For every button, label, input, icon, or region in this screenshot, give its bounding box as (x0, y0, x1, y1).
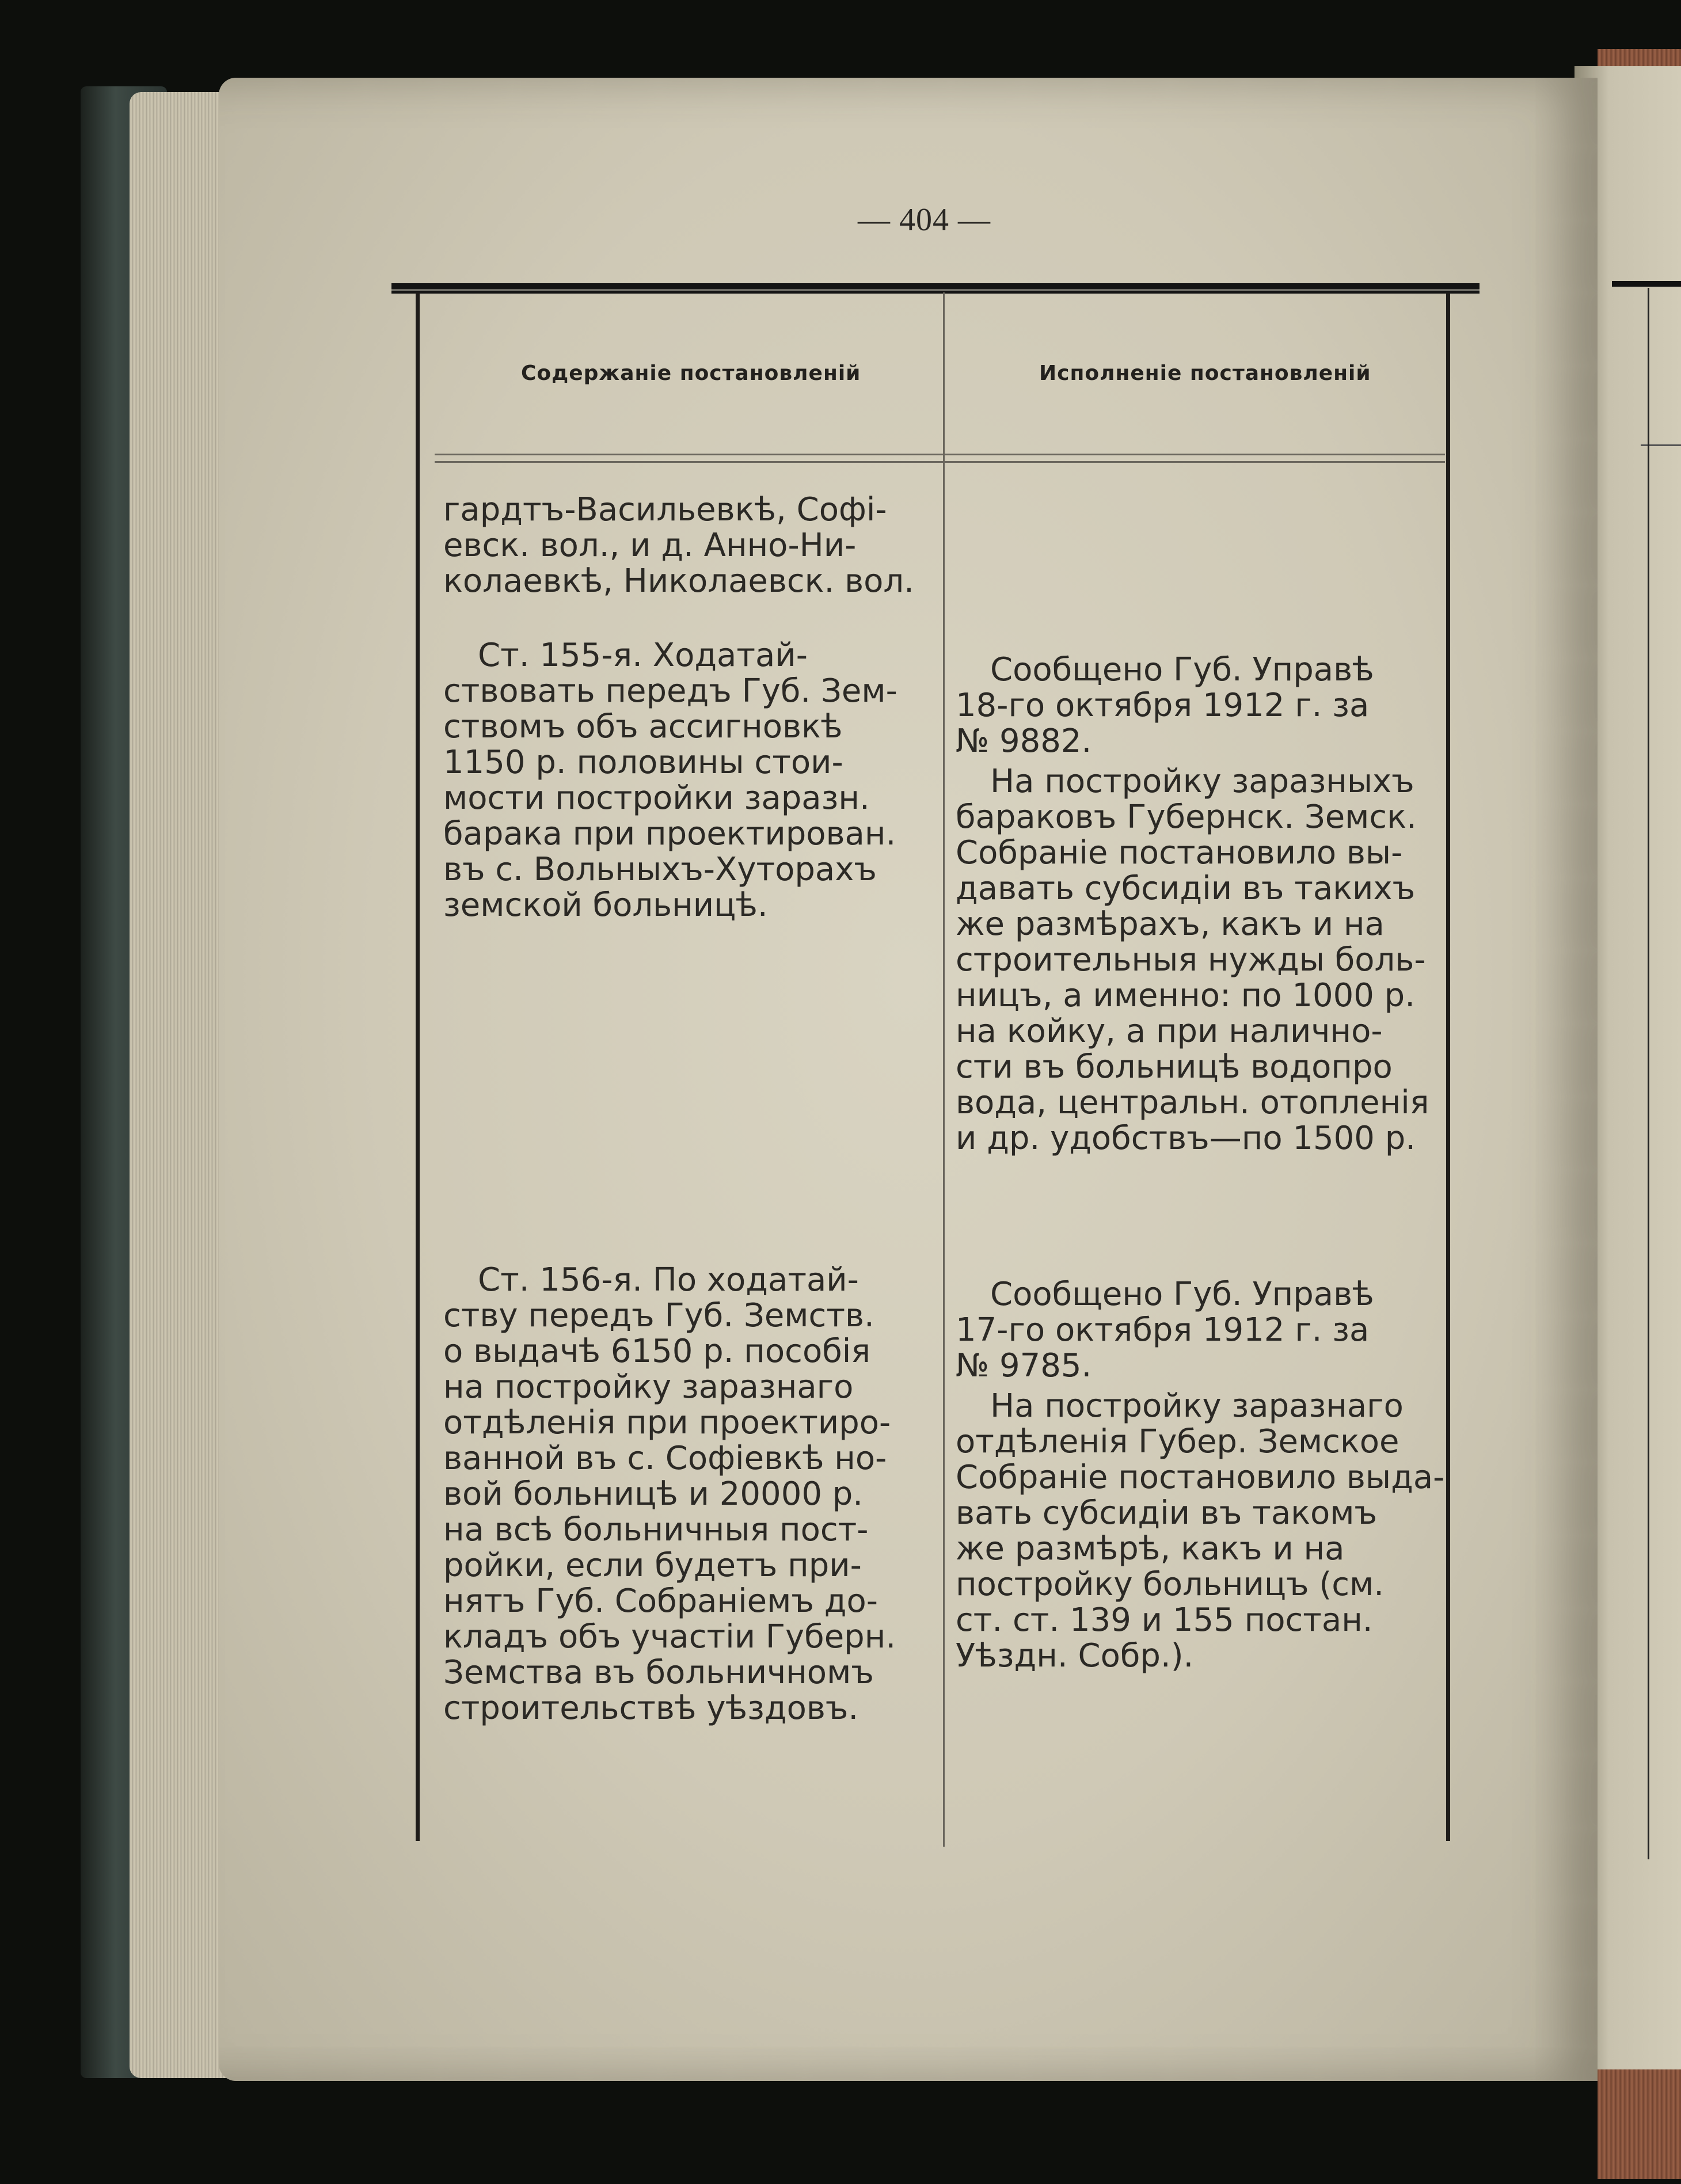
text-line: вода, центральн. отопленія (956, 1084, 1429, 1121)
text-line: нятъ Губ. Собраніемъ до- (443, 1582, 878, 1620)
text-line: ройки, если будетъ при- (443, 1547, 862, 1584)
execution-article-156 (956, 1276, 1445, 1675)
text-line: о выдачѣ 6150 р. пособія (443, 1333, 870, 1370)
text-line: отдѣленія Губер. Земское (956, 1423, 1399, 1460)
text-line: Ст. 156-я. По ходатай- (478, 1261, 859, 1299)
text-line: на всѣ больничныя пост- (443, 1511, 869, 1548)
text-line: гардтъ-Васильевкѣ, Софі- (443, 491, 887, 528)
text-line: постройку больницъ (см. (956, 1566, 1385, 1603)
text-line: въ с. Вольныхъ-Хуторахъ (443, 851, 877, 888)
resolution-article-156 (443, 1262, 921, 1726)
text-line: Собраніе постановило вы- (956, 834, 1403, 872)
column-divider (943, 292, 945, 1847)
text-line: барака при проектирован. (443, 815, 896, 853)
text-line: строительствѣ уѣздовъ. (443, 1690, 859, 1727)
table-right-border (1446, 292, 1450, 1841)
text-line: ствомъ объ ассигновкѣ (443, 708, 843, 745)
text-line: Земства въ больничномъ (443, 1654, 874, 1691)
table-top-rule (391, 283, 1480, 294)
text-line: же размѣрахъ, какъ и на (956, 905, 1385, 943)
header-rule (435, 454, 1445, 463)
text-line: и др. удобствъ—по 1500 р. (956, 1120, 1416, 1157)
text-line: же размѣрѣ, какъ и на (956, 1530, 1345, 1567)
text-line: 17-го октября 1912 г. за (956, 1311, 1370, 1349)
text-line: На постройку заразнаго (990, 1387, 1404, 1425)
text-line: Собраніе постановило выда- (956, 1459, 1445, 1496)
text-line: вой больницѣ и 20000 р. (443, 1475, 864, 1513)
resolution-article-155 (443, 638, 921, 923)
text-line: сти въ больницѣ водопро (956, 1048, 1393, 1086)
text-line: Сообщено Губ. Управѣ (990, 1276, 1374, 1313)
facing-page-column-line (1648, 288, 1649, 1859)
text-line: Уѣздн. Собр.). (956, 1637, 1194, 1675)
text-line: Сообщено Губ. Управѣ (990, 651, 1374, 688)
text-line: кладъ объ участіи Губерн. (443, 1618, 896, 1656)
column-header-contents: Содержаніе постановленій (521, 362, 861, 385)
table-left-border (416, 292, 420, 1841)
text-line: вать субсидіи въ такомъ (956, 1494, 1378, 1532)
text-line: ству передъ Губ. Земств. (443, 1297, 874, 1334)
text-line: № 9882. (956, 722, 1092, 760)
text-line: бараковъ Губернск. Земск. (956, 798, 1417, 836)
page-number: — 404 — (858, 202, 991, 238)
text-line: № 9785. (956, 1347, 1092, 1384)
text-line: отдѣленія при проектиро- (443, 1404, 891, 1441)
text-line: 1150 р. половины стои- (443, 744, 843, 781)
facing-page-header-rule (1641, 444, 1681, 446)
text-line: ствовать передъ Губ. Зем- (443, 672, 897, 710)
text-line: мости постройки заразн. (443, 779, 870, 817)
text-line: ст. ст. 139 и 155 постан. (956, 1601, 1373, 1639)
text-line: евск. вол., и д. Анно-Ни- (443, 527, 857, 564)
execution-article-155 (956, 652, 1433, 1156)
text-line: На постройку заразныхъ (990, 763, 1414, 800)
text-line: 18-го октября 1912 г. за (956, 687, 1370, 724)
text-line: колаевкѣ, Николаевск. вол. (443, 562, 914, 600)
resolution-continuation (443, 492, 921, 599)
text-line: земской больницѣ. (443, 886, 768, 924)
text-line: Ст. 155-я. Ходатай- (478, 637, 808, 674)
text-line: на постройку заразнаго (443, 1368, 854, 1406)
facing-page-rule (1612, 281, 1681, 287)
text-line: давать субсидіи въ такихъ (956, 870, 1416, 907)
text-line: ницъ, а именно: по 1000 р. (956, 977, 1415, 1014)
text-line: на койку, а при налично- (956, 1013, 1383, 1050)
text-line: строительныя нужды боль- (956, 941, 1426, 979)
text-line: ванной въ с. Софіевкѣ но- (443, 1440, 887, 1477)
column-header-execution: Исполненіе постановленій (1039, 362, 1371, 385)
